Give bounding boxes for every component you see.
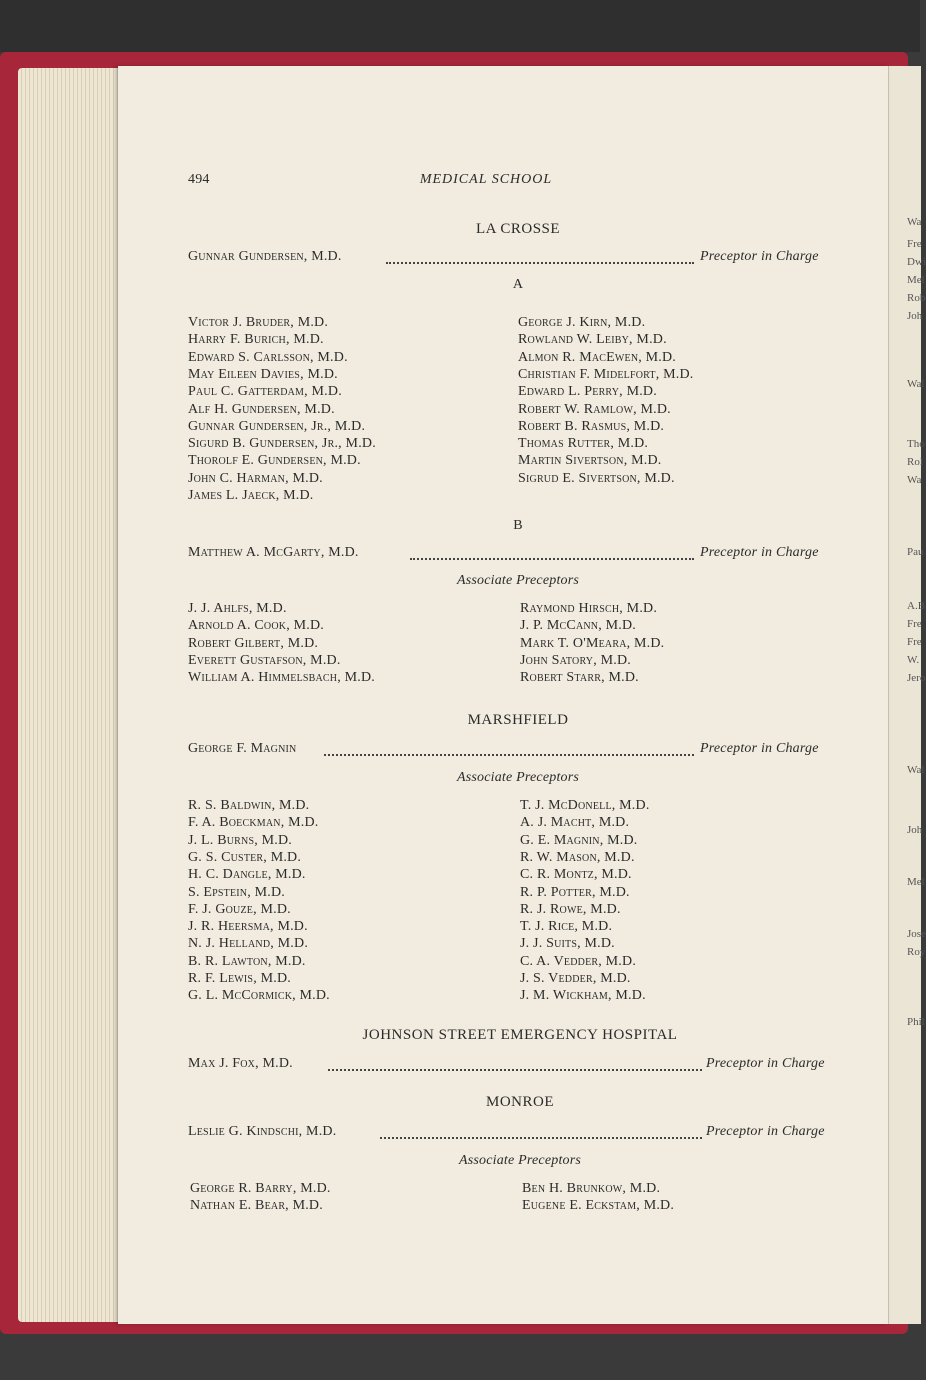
preceptor-name: Raymond Hirsch, M.D.: [520, 601, 658, 616]
preceptor-name: Robert B. Rasmus, M.D.: [518, 418, 665, 434]
preceptor-name: R. P. Potter, M.D.: [520, 884, 630, 900]
preceptor-name: May Eileen Davies, M.D.: [188, 366, 338, 382]
preceptor-name: John Satory, M.D.: [520, 652, 631, 668]
preceptor-name: B. R. Lawton, M.D.: [188, 953, 306, 969]
preceptor-name: J. J. Suits, M.D.: [520, 936, 615, 952]
book-page: [118, 66, 888, 1324]
preceptor-name: Robert Gilbert, M.D.: [188, 635, 319, 651]
leader-dots: [410, 557, 694, 560]
preceptor-name: Sigrud E. Sivertson, M.D.: [518, 470, 675, 486]
leader-dots: [324, 753, 694, 756]
facing-page-fragment: Jose: [907, 928, 926, 940]
facing-page-fragment: Mel: [907, 274, 925, 286]
preceptor-name: George J. Kirn, M.D.: [518, 315, 646, 330]
preceptor-name: Mark T. O'Meara, M.D.: [520, 635, 665, 651]
facing-page-fragment: Tho: [907, 438, 925, 450]
preceptor-name: J. P. McCann, M.D.: [520, 618, 636, 634]
monroe-head-name: Leslie G. Kindschi, M.D.: [188, 1124, 337, 1139]
preceptor-name: S. Epstein, M.D.: [188, 884, 285, 900]
background: [0, 0, 920, 52]
johnson-head-name: Max J. Fox, M.D.: [188, 1056, 293, 1071]
facing-page-fragment: A.B: [907, 600, 926, 612]
facing-page-fragment: W.: [907, 654, 920, 666]
preceptor-name: Arnold A. Cook, M.D.: [188, 618, 324, 634]
preceptor-name: Edward L. Perry, M.D.: [518, 384, 657, 400]
preceptor-name: Paul C. Gatterdam, M.D.: [188, 384, 342, 400]
facing-page-fragment: Fre: [907, 636, 922, 648]
b-head-name: Matthew A. McGarty, M.D.: [188, 545, 359, 560]
facing-page-fragment: Wal: [907, 378, 925, 390]
section-title-la-crosse: LA CROSSE: [475, 221, 561, 237]
preceptor-name: Ben H. Brunkow, M.D.: [522, 1181, 661, 1196]
b-head-role: Preceptor in Charge: [700, 545, 819, 560]
running-head: MEDICAL SCHOOL: [419, 172, 553, 187]
preceptor-name: Gunnar Gundersen, Jr., M.D.: [188, 418, 366, 434]
preceptor-name: A. J. Macht, M.D.: [520, 815, 630, 831]
leader-dots: [380, 1136, 702, 1139]
marshfield-subtitle: Associate Preceptors: [456, 770, 580, 785]
preceptor-name: T. J. Rice, M.D.: [520, 919, 613, 935]
preceptor-name: Thomas Rutter, M.D.: [518, 436, 649, 452]
leader-dots: [386, 261, 694, 264]
facing-page-fragment: Joh: [907, 310, 923, 322]
preceptor-name: J. S. Vedder, M.D.: [520, 971, 631, 986]
marshfield-head-name: George F. Magnin: [188, 741, 297, 756]
preceptor-name: Everett Gustafson, M.D.: [188, 652, 341, 668]
preceptor-name: T. J. McDonell, M.D.: [520, 798, 650, 813]
facing-page-fragment: Joh: [907, 824, 923, 836]
section-title-marshfield: MARSHFIELD: [467, 712, 569, 728]
preceptor-name: C. A. Vedder, M.D.: [520, 953, 637, 969]
section-title-a: A: [512, 277, 524, 292]
preceptor-name: C. R. Montz, M.D.: [520, 867, 632, 883]
facing-page-fragment: Wa: [907, 216, 922, 228]
preceptor-name: Martin Sivertson, M.D.: [518, 453, 662, 469]
facing-page-fragment: Fre: [907, 238, 922, 250]
preceptor-name: Alf H. Gundersen, M.D.: [188, 401, 335, 417]
preceptor-name: F. J. Gouze, M.D.: [188, 901, 291, 917]
section-title-monroe: MONROE: [485, 1094, 555, 1110]
preceptor-name: John C. Harman, M.D.: [188, 470, 323, 486]
preceptor-name: G. E. Magnin, M.D.: [520, 832, 638, 848]
preceptor-name: R. W. Mason, M.D.: [520, 849, 635, 865]
b-subtitle: Associate Preceptors: [456, 573, 580, 588]
la-crosse-head-name: Gunnar Gundersen, M.D.: [188, 249, 342, 264]
facing-page-fragment: Mel: [907, 876, 925, 888]
preceptor-name: Rowland W. Leiby, M.D.: [518, 332, 667, 348]
monroe-head-role: Preceptor in Charge: [706, 1124, 825, 1139]
preceptor-name: H. C. Dangle, M.D.: [188, 867, 306, 883]
preceptor-name: R. F. Lewis, M.D.: [188, 971, 291, 986]
preceptor-name: William A. Himmelsbach, M.D.: [188, 670, 375, 686]
page-edges: [18, 68, 126, 1322]
facing-page-fragment: Fre: [907, 618, 922, 630]
preceptor-name: Sigurd B. Gundersen, Jr., M.D.: [188, 436, 376, 452]
preceptor-name: R. J. Rowe, M.D.: [520, 901, 621, 917]
facing-page-fragment: Wal: [907, 764, 925, 776]
preceptor-name: G. S. Custer, M.D.: [188, 849, 302, 865]
preceptor-name: J. J. Ahlfs, M.D.: [188, 601, 287, 616]
facing-page-fragment: Rol: [907, 456, 923, 468]
facing-page-fragment: Jero: [907, 672, 926, 684]
facing-page-fragment: Wa: [907, 474, 922, 486]
facing-page-fragment: Rob: [907, 292, 926, 304]
facing-page-fragment: Pau: [907, 546, 924, 558]
preceptor-name: Victor J. Bruder, M.D.: [188, 315, 329, 330]
preceptor-name: George R. Barry, M.D.: [190, 1181, 331, 1196]
preceptor-name: Harry F. Burich, M.D.: [188, 332, 324, 348]
la-crosse-head-role: Preceptor in Charge: [700, 249, 819, 264]
preceptor-name: Edward S. Carlsson, M.D.: [188, 349, 348, 365]
preceptor-name: F. A. Boeckman, M.D.: [188, 815, 319, 831]
preceptor-name: J. L. Burns, M.D.: [188, 832, 292, 848]
leader-dots: [328, 1068, 702, 1071]
section-title-b: B: [513, 518, 523, 533]
johnson-head-role: Preceptor in Charge: [706, 1056, 825, 1071]
section-title-johnson-street: JOHNSON STREET EMERGENCY HOSPITAL: [362, 1027, 678, 1043]
preceptor-name: Christian F. Midelfort, M.D.: [518, 366, 694, 382]
preceptor-name: J. M. Wickham, M.D.: [520, 988, 646, 1004]
preceptor-name: N. J. Helland, M.D.: [188, 936, 309, 952]
preceptor-name: J. R. Heersma, M.D.: [188, 919, 308, 935]
preceptor-name: James L. Jaeck, M.D.: [188, 488, 314, 503]
preceptor-name: R. S. Baldwin, M.D.: [188, 798, 310, 813]
page-number: 494: [188, 172, 210, 187]
monroe-subtitle: Associate Preceptors: [458, 1153, 582, 1168]
preceptor-name: Robert Starr, M.D.: [520, 670, 639, 686]
preceptor-name: G. L. McCormick, M.D.: [188, 988, 330, 1004]
facing-page-edge: [888, 66, 926, 1324]
preceptor-name: Eugene E. Eckstam, M.D.: [522, 1198, 675, 1214]
facing-page-fragment: Roy: [907, 946, 926, 958]
preceptor-name: Robert W. Ramlow, M.D.: [518, 401, 671, 417]
preceptor-name: Nathan E. Bear, M.D.: [190, 1198, 323, 1214]
preceptor-name: Thorolf E. Gundersen, M.D.: [188, 453, 361, 469]
preceptor-name: Almon R. MacEwen, M.D.: [518, 349, 677, 365]
facing-page-fragment: Dwi: [907, 256, 926, 268]
facing-page-fragment: Phil: [907, 1016, 925, 1028]
marshfield-head-role: Preceptor in Charge: [700, 741, 819, 756]
